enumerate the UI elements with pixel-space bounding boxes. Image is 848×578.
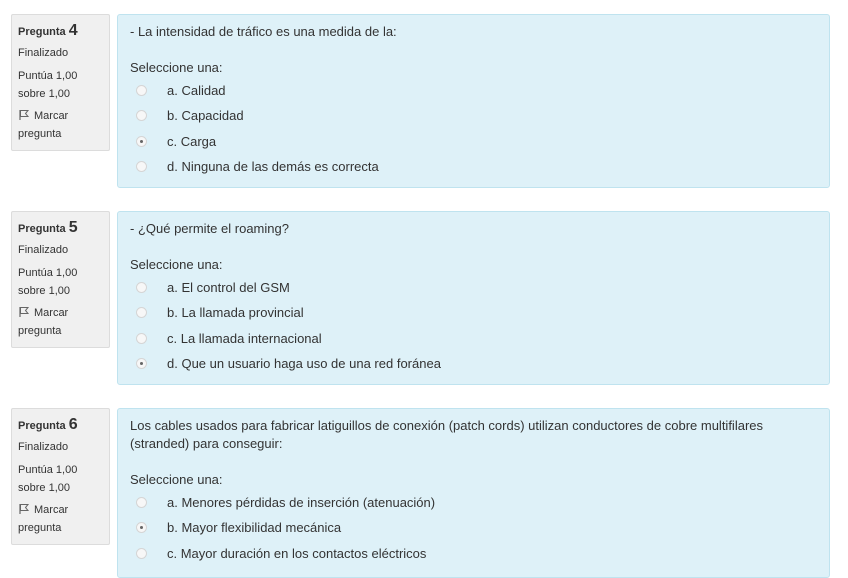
radio-button-selected[interactable] [136, 136, 147, 147]
answer-prompt: Seleccione una: [130, 60, 223, 75]
radio-button[interactable] [136, 85, 147, 96]
option-label[interactable]: c. Carga [167, 133, 217, 149]
question-info [11, 211, 110, 348]
radio-button[interactable] [136, 282, 147, 293]
question-state: Finalizado [18, 244, 69, 256]
question-label: Pregunta [18, 420, 66, 432]
flag-icon [18, 109, 30, 121]
question-number [18, 416, 103, 436]
answer-option-a[interactable] [130, 81, 817, 106]
question-state: Finalizado [18, 441, 69, 453]
question-content [117, 408, 830, 578]
answer-option-b[interactable] [130, 106, 817, 131]
question-content [117, 14, 830, 188]
option-label[interactable]: b. La llamada provincial [167, 305, 304, 321]
answer-option-c[interactable] [130, 132, 817, 157]
answer-option-a[interactable] [130, 278, 817, 303]
flag-question-link[interactable] [18, 107, 103, 143]
radio-button[interactable] [136, 307, 147, 318]
radio-button-selected[interactable] [136, 358, 147, 369]
flag-label[interactable]: Marcar pregunta [18, 110, 69, 140]
flag-question-link[interactable] [18, 501, 103, 537]
radio-button-selected[interactable] [136, 522, 147, 533]
option-label[interactable]: a. Menores pérdidas de inserción (atenuación) [167, 495, 436, 510]
question-info [11, 408, 110, 545]
question-label: Pregunta [18, 26, 66, 38]
flag-question-link[interactable] [18, 304, 103, 340]
option-label[interactable]: a. El control del GSM [167, 280, 290, 295]
question-label: Pregunta [18, 223, 66, 235]
question-text: - La intensidad de tráfico es una medida de la: [130, 24, 397, 39]
answer-option-c[interactable] [130, 544, 817, 569]
question-content [117, 211, 830, 385]
question-grade: Puntúa 1,00 sobre 1,00 [18, 464, 78, 494]
answer-option-a[interactable] [130, 493, 817, 518]
flag-label[interactable]: Marcar pregunta [18, 504, 69, 534]
radio-button[interactable] [136, 110, 147, 121]
question-number [18, 219, 103, 239]
question-number [18, 22, 103, 42]
radio-button[interactable] [136, 548, 147, 559]
radio-button[interactable] [136, 333, 147, 344]
answer-option-d[interactable] [130, 157, 817, 182]
flag-icon [18, 503, 30, 515]
option-label[interactable]: d. Que un usuario haga uso de una red foránea [167, 355, 441, 371]
question-text: Los cables usados para fabricar latiguillos de conexión (patch cords) utilizan conductores de cobre multifilares (stranded) para conseguir: [130, 418, 764, 451]
question-number-value: 5 [68, 219, 78, 236]
question-state: Finalizado [18, 47, 69, 59]
answer-option-c[interactable] [130, 329, 817, 354]
answer-option-b[interactable] [130, 303, 817, 328]
option-label[interactable]: b. Capacidad [167, 108, 244, 124]
option-label[interactable]: c. La llamada internacional [167, 330, 322, 346]
question-grade: Puntúa 1,00 sobre 1,00 [18, 70, 78, 100]
question-text: - ¿Qué permite el roaming? [130, 221, 289, 236]
answer-prompt: Seleccione una: [130, 257, 223, 272]
answer-option-b[interactable] [130, 518, 817, 543]
option-label[interactable]: a. Calidad [167, 83, 226, 98]
question-grade: Puntúa 1,00 sobre 1,00 [18, 267, 78, 297]
flag-icon [18, 306, 30, 318]
question-info [11, 14, 110, 151]
radio-button[interactable] [136, 161, 147, 172]
option-label[interactable]: d. Ninguna de las demás es correcta [167, 158, 379, 174]
answer-prompt: Seleccione una: [130, 472, 223, 487]
radio-button[interactable] [136, 497, 147, 508]
option-label[interactable]: c. Mayor duración en los contactos eléctricos [167, 545, 427, 561]
question-number-value: 4 [68, 22, 78, 39]
answer-option-d[interactable] [130, 354, 817, 379]
flag-label[interactable]: Marcar pregunta [18, 307, 69, 337]
option-label[interactable]: b. Mayor flexibilidad mecánica [167, 520, 342, 536]
question-number-value: 6 [68, 416, 78, 433]
